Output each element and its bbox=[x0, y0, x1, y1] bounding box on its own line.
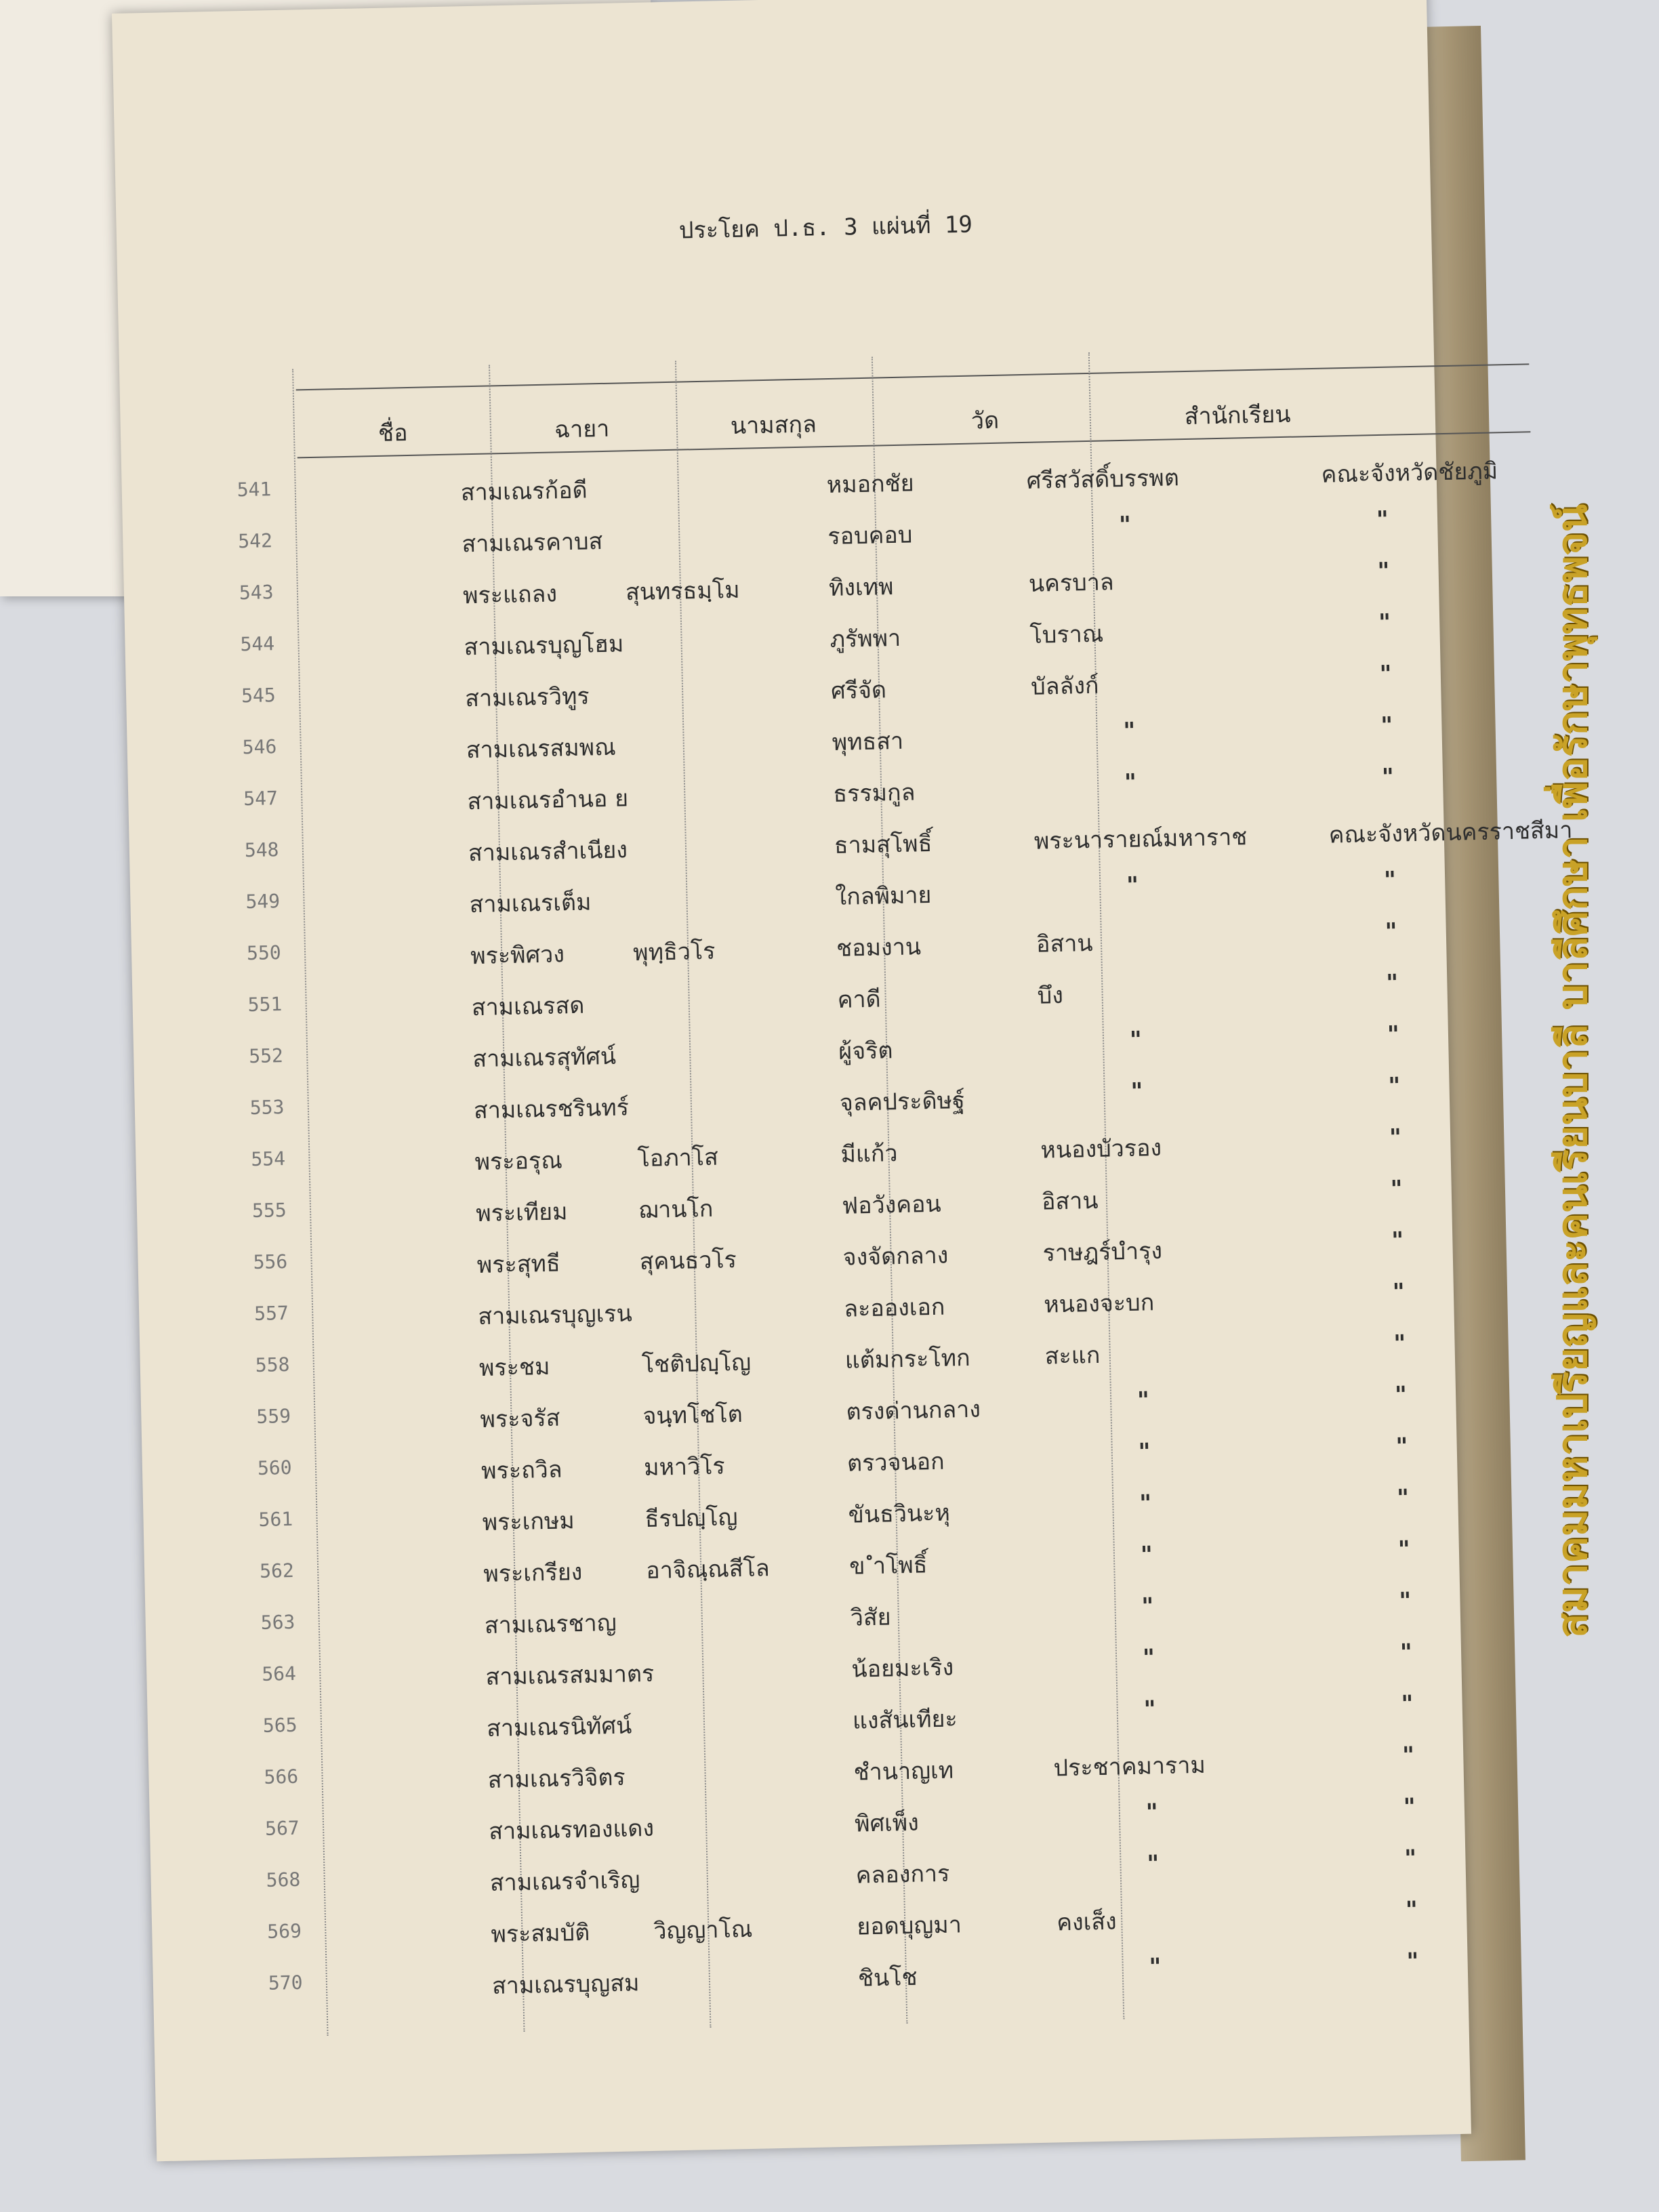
row-number: 542 bbox=[238, 529, 273, 553]
cell-chaya: พุทฺธิวโร bbox=[632, 937, 716, 967]
table-row bbox=[268, 1948, 1419, 2024]
cell-surname: ธามสุโพธิ์ bbox=[834, 830, 933, 859]
table-row bbox=[258, 1484, 1410, 1560]
table-row bbox=[249, 1072, 1401, 1148]
cell-wat: ราษฎร์บำรุง bbox=[1042, 1237, 1163, 1267]
table-row bbox=[256, 1381, 1408, 1457]
cell-surname: จงจัดกลาง bbox=[842, 1242, 949, 1271]
table-row bbox=[255, 1330, 1406, 1406]
row-number: 543 bbox=[239, 581, 274, 605]
cell-surname: ตรวจนอก bbox=[846, 1448, 945, 1477]
cell-name: สามเณรนิทัศน์ bbox=[486, 1712, 632, 1742]
cell-school: " bbox=[1393, 1330, 1406, 1357]
cell-name: สามเณรบุญสม bbox=[491, 1969, 640, 2000]
cell-school: " bbox=[1389, 1124, 1402, 1151]
cell-school: " bbox=[1388, 1072, 1401, 1100]
row-number: 550 bbox=[246, 941, 281, 965]
cell-name: สามเณรเต็ม bbox=[469, 888, 592, 919]
cell-wat: " bbox=[1130, 1078, 1143, 1105]
cell-name: สามเณรวิทูร bbox=[464, 682, 590, 713]
cell-name: พระแถลง bbox=[462, 580, 558, 610]
row-number: 562 bbox=[259, 1559, 295, 1582]
row-number: 541 bbox=[237, 478, 272, 501]
cell-chaya: ฌานโก bbox=[638, 1195, 714, 1225]
cell-name: พระเทียม bbox=[475, 1198, 568, 1228]
table-row bbox=[264, 1793, 1416, 1869]
cell-name: สามเณรคาบส bbox=[462, 528, 603, 558]
cell-name: พระชม bbox=[478, 1353, 550, 1382]
cell-chaya: โอภาโส bbox=[637, 1143, 719, 1173]
cell-school: " bbox=[1378, 609, 1391, 637]
cell-name: สามเณรสมพณ bbox=[466, 733, 617, 764]
cell-school: " bbox=[1403, 1793, 1416, 1821]
cell-chaya: ธีรปญฺโญ bbox=[644, 1504, 738, 1534]
cell-wat: " bbox=[1138, 1438, 1151, 1466]
cell-surname: ชอมงาน bbox=[836, 933, 922, 962]
page-title: ประโยค ป.ธ. 3 แผ่นที่ 19 bbox=[678, 211, 973, 245]
cell-chaya: จนฺทโชโต bbox=[642, 1400, 743, 1431]
cell-school: " bbox=[1396, 1484, 1410, 1512]
cell-school: " bbox=[1381, 763, 1395, 791]
cell-wat: " bbox=[1142, 1644, 1155, 1672]
cell-surname: หมอกชัย bbox=[826, 470, 915, 499]
cell-surname: ขันธวินะหุ bbox=[848, 1499, 951, 1529]
cell-name: สามเณรอำนอ ย bbox=[467, 785, 629, 816]
cell-surname: ธรรมกูล bbox=[832, 779, 916, 808]
table-row bbox=[262, 1690, 1414, 1766]
cell-wat: " bbox=[1118, 511, 1132, 539]
table-row bbox=[259, 1536, 1411, 1612]
cell-wat: " bbox=[1147, 1850, 1160, 1878]
row-number: 561 bbox=[258, 1507, 293, 1531]
row-number: 568 bbox=[266, 1868, 301, 1891]
cell-name: พระเกษม bbox=[482, 1507, 575, 1537]
cell-school: " bbox=[1401, 1690, 1414, 1718]
table-row bbox=[262, 1639, 1413, 1715]
table-row bbox=[251, 1175, 1403, 1251]
table-row bbox=[240, 609, 1391, 684]
row-number: 548 bbox=[244, 838, 279, 862]
cell-wat: " bbox=[1139, 1490, 1152, 1517]
cell-wat: " bbox=[1123, 717, 1136, 745]
cell-surname: รอบคอบ bbox=[827, 521, 913, 551]
cell-surname: ละอองเอก bbox=[843, 1293, 945, 1323]
row-number: 559 bbox=[256, 1404, 291, 1428]
cell-surname: จุลคประดิษฐ์ bbox=[839, 1086, 966, 1117]
cell-school: " bbox=[1399, 1587, 1412, 1615]
row-number: 552 bbox=[248, 1044, 284, 1068]
cell-wat: " bbox=[1149, 1953, 1162, 1981]
cell-school: " bbox=[1395, 1433, 1408, 1460]
cell-name: พระพิศวง bbox=[470, 941, 565, 970]
cell-name: สามเณรสมมาตร bbox=[485, 1660, 655, 1691]
cell-school: " bbox=[1387, 1021, 1400, 1048]
table-row bbox=[245, 866, 1397, 942]
cell-name: พระสุทธี bbox=[476, 1250, 561, 1279]
cell-name: พระถวิล bbox=[480, 1456, 563, 1486]
cell-surname: วิสัย bbox=[850, 1603, 891, 1632]
cell-wat: " bbox=[1129, 1026, 1143, 1054]
cell-surname: ยอดบุญมา bbox=[856, 1911, 962, 1941]
cell-chaya: วิญญาโณ bbox=[653, 1915, 753, 1945]
table-row bbox=[242, 712, 1393, 787]
cell-wat: " bbox=[1140, 1541, 1153, 1569]
cell-chaya: โชติปญฺโญ bbox=[641, 1349, 752, 1379]
table-row bbox=[241, 660, 1392, 736]
table-row bbox=[237, 457, 1498, 530]
row-number: 544 bbox=[240, 632, 275, 656]
cell-school: " bbox=[1397, 1536, 1411, 1563]
cell-name: พระเกรียง bbox=[483, 1558, 583, 1589]
cell-surname: ใกลพิมาย bbox=[835, 881, 932, 911]
row-number: 564 bbox=[262, 1662, 297, 1685]
table-row bbox=[244, 817, 1573, 890]
cell-surname: แงสันเทียะ bbox=[852, 1705, 958, 1735]
cell-name: สามเณรวิจิตร bbox=[487, 1763, 626, 1794]
row-number: 566 bbox=[264, 1765, 299, 1788]
cell-surname: พุทธสา bbox=[832, 727, 904, 756]
cell-school: " bbox=[1380, 712, 1393, 740]
table-row bbox=[266, 1845, 1417, 1921]
table-row bbox=[248, 1021, 1400, 1097]
cell-school: " bbox=[1376, 506, 1389, 534]
cell-school: " bbox=[1406, 1948, 1419, 1975]
row-number: 567 bbox=[264, 1816, 300, 1840]
row-number: 554 bbox=[251, 1147, 286, 1171]
cell-name: สามเณรก้อดี bbox=[460, 476, 588, 507]
cell-school: " bbox=[1405, 1896, 1418, 1924]
table-row bbox=[266, 1896, 1418, 1972]
cell-name: พระสมบัติ bbox=[491, 1919, 590, 1948]
table-row bbox=[264, 1742, 1415, 1818]
cell-name: สามเณรชรินทร์ bbox=[473, 1094, 630, 1125]
cell-surname: ผู้จริต bbox=[838, 1037, 893, 1065]
cell-name: สามเณรชาญ bbox=[484, 1609, 617, 1640]
column-header-name: ชื่อ bbox=[377, 419, 408, 447]
cell-name: สามเณรทองแดง bbox=[488, 1814, 655, 1845]
table-row bbox=[246, 918, 1397, 994]
cell-wat: อิสาน bbox=[1041, 1187, 1099, 1216]
cell-wat: " bbox=[1136, 1387, 1150, 1414]
row-number: 546 bbox=[242, 735, 277, 759]
cell-school: " bbox=[1385, 969, 1399, 997]
cell-wat: อิสาน bbox=[1036, 929, 1093, 958]
table-row bbox=[238, 506, 1389, 581]
cell-name: สามเณรสำเนียง bbox=[468, 836, 628, 867]
cell-school: " bbox=[1404, 1845, 1417, 1872]
cell-name: สามเณรบุญโฮม bbox=[464, 630, 624, 661]
cell-wat: สะแก bbox=[1044, 1341, 1101, 1370]
cell-surname: ชินโช bbox=[857, 1963, 918, 1992]
cell-name: พระจรัส bbox=[480, 1404, 560, 1434]
cell-school: คณะจังหวัดชัยภูมิ bbox=[1321, 457, 1498, 489]
watermark-text: สมาคมมหาเปรียญและคนเรียนบาลี บาลีศึกษา เพื่อรักษาพุทธพจน์ bbox=[1549, 504, 1597, 1638]
cell-wat: บึง bbox=[1037, 981, 1064, 1010]
cell-surname: น้อยมะเริง bbox=[851, 1654, 954, 1683]
cell-wat: พระนารายณ์มหาราช bbox=[1033, 823, 1248, 855]
row-number: 547 bbox=[243, 787, 279, 811]
row-number: 570 bbox=[268, 1971, 303, 1994]
column-header-chaya: ฉายา bbox=[554, 415, 610, 444]
cell-surname: ชำนาญเท bbox=[853, 1757, 954, 1786]
cell-surname: มีแก้ว bbox=[840, 1140, 898, 1168]
table-row bbox=[247, 969, 1399, 1045]
cell-name: พระอรุณ bbox=[474, 1147, 563, 1176]
cell-school: คณะจังหวัดนครราชสีมา bbox=[1328, 817, 1573, 849]
cell-surname: ภูรัพพา bbox=[830, 624, 901, 654]
cell-school: " bbox=[1391, 1227, 1404, 1254]
cell-school: " bbox=[1385, 918, 1397, 945]
cell-name: สามเณรบุญเรน bbox=[477, 1300, 633, 1331]
row-number: 555 bbox=[251, 1198, 287, 1223]
cell-wat: " bbox=[1141, 1593, 1154, 1620]
table-header-rule bbox=[298, 431, 1531, 458]
column-header-surname: นามสกุล bbox=[730, 411, 817, 441]
cell-school: " bbox=[1379, 660, 1392, 689]
row-number: 569 bbox=[266, 1919, 302, 1943]
cell-wat: ประชาคมาราม bbox=[1053, 1751, 1206, 1782]
cell-wat: นครบาล bbox=[1028, 569, 1115, 598]
cell-wat: " bbox=[1145, 1799, 1159, 1826]
cell-school: " bbox=[1383, 866, 1397, 894]
row-number: 560 bbox=[257, 1456, 292, 1479]
cell-chaya: อาจิณฺณสีโล bbox=[645, 1555, 771, 1584]
cell-name: สามเณรสด bbox=[471, 991, 585, 1022]
table-row bbox=[253, 1227, 1404, 1303]
row-number: 558 bbox=[255, 1353, 290, 1376]
row-number: 549 bbox=[245, 890, 281, 914]
cell-school: " bbox=[1399, 1639, 1413, 1666]
row-number: 557 bbox=[253, 1301, 289, 1326]
cell-wat: หนองบัวรอง bbox=[1040, 1134, 1162, 1164]
cell-name: สามเณรจำเริญ bbox=[489, 1866, 640, 1897]
cell-school: " bbox=[1394, 1381, 1408, 1409]
cell-wat: " bbox=[1143, 1696, 1156, 1723]
cell-wat: บัลลังก์ bbox=[1030, 672, 1099, 701]
cell-chaya: สุคนธวโร bbox=[639, 1246, 737, 1276]
table-row bbox=[257, 1433, 1408, 1509]
cell-wat: ศรีสวัสดิ์บรรพต bbox=[1026, 464, 1180, 495]
cell-school: " bbox=[1390, 1175, 1403, 1203]
table-row bbox=[253, 1278, 1406, 1354]
table-row bbox=[239, 557, 1390, 633]
cell-surname: ทิงเทพ bbox=[828, 573, 894, 602]
cell-wat: โบราณ bbox=[1029, 620, 1104, 649]
row-number: 563 bbox=[260, 1610, 295, 1634]
cell-surname: คลองการ bbox=[855, 1860, 950, 1889]
column-header-school: สำนักเรียน bbox=[1184, 401, 1291, 430]
table-top-rule bbox=[296, 363, 1530, 390]
cell-surname: ตรงด่านกลาง bbox=[846, 1395, 981, 1426]
table-row bbox=[260, 1587, 1412, 1663]
row-number: 556 bbox=[253, 1250, 288, 1274]
column-header-wat: วัด bbox=[970, 407, 1000, 435]
cell-wat: " bbox=[1124, 769, 1137, 796]
cell-surname: ข ำโพธิ์ bbox=[848, 1551, 928, 1580]
cell-surname: พิศเพ็ง bbox=[854, 1809, 920, 1838]
cell-wat: " bbox=[1126, 872, 1139, 899]
cell-school: " bbox=[1377, 557, 1390, 586]
table-row bbox=[251, 1124, 1402, 1200]
cell-surname: ศรีจัด bbox=[830, 676, 887, 705]
row-number: 551 bbox=[247, 993, 283, 1017]
cell-school: " bbox=[1401, 1742, 1415, 1769]
cell-name: สามเณรสุทัศน์ bbox=[472, 1042, 617, 1073]
row-number: 565 bbox=[262, 1713, 298, 1737]
cell-wat: คงเส็ง bbox=[1056, 1908, 1118, 1937]
row-number: 545 bbox=[241, 684, 276, 708]
cell-surname: แต้มกระโทก bbox=[844, 1344, 971, 1374]
cell-surname: ฟอวังคอน bbox=[841, 1190, 942, 1220]
cell-chaya: มหาวิโร bbox=[643, 1452, 726, 1482]
row-number: 553 bbox=[249, 1096, 285, 1120]
cell-wat: หนองจะบก bbox=[1043, 1289, 1155, 1319]
cell-surname: คาดี bbox=[837, 985, 882, 1014]
cell-chaya: สุนทรธมฺโม bbox=[625, 576, 740, 607]
cell-school: " bbox=[1392, 1278, 1406, 1306]
